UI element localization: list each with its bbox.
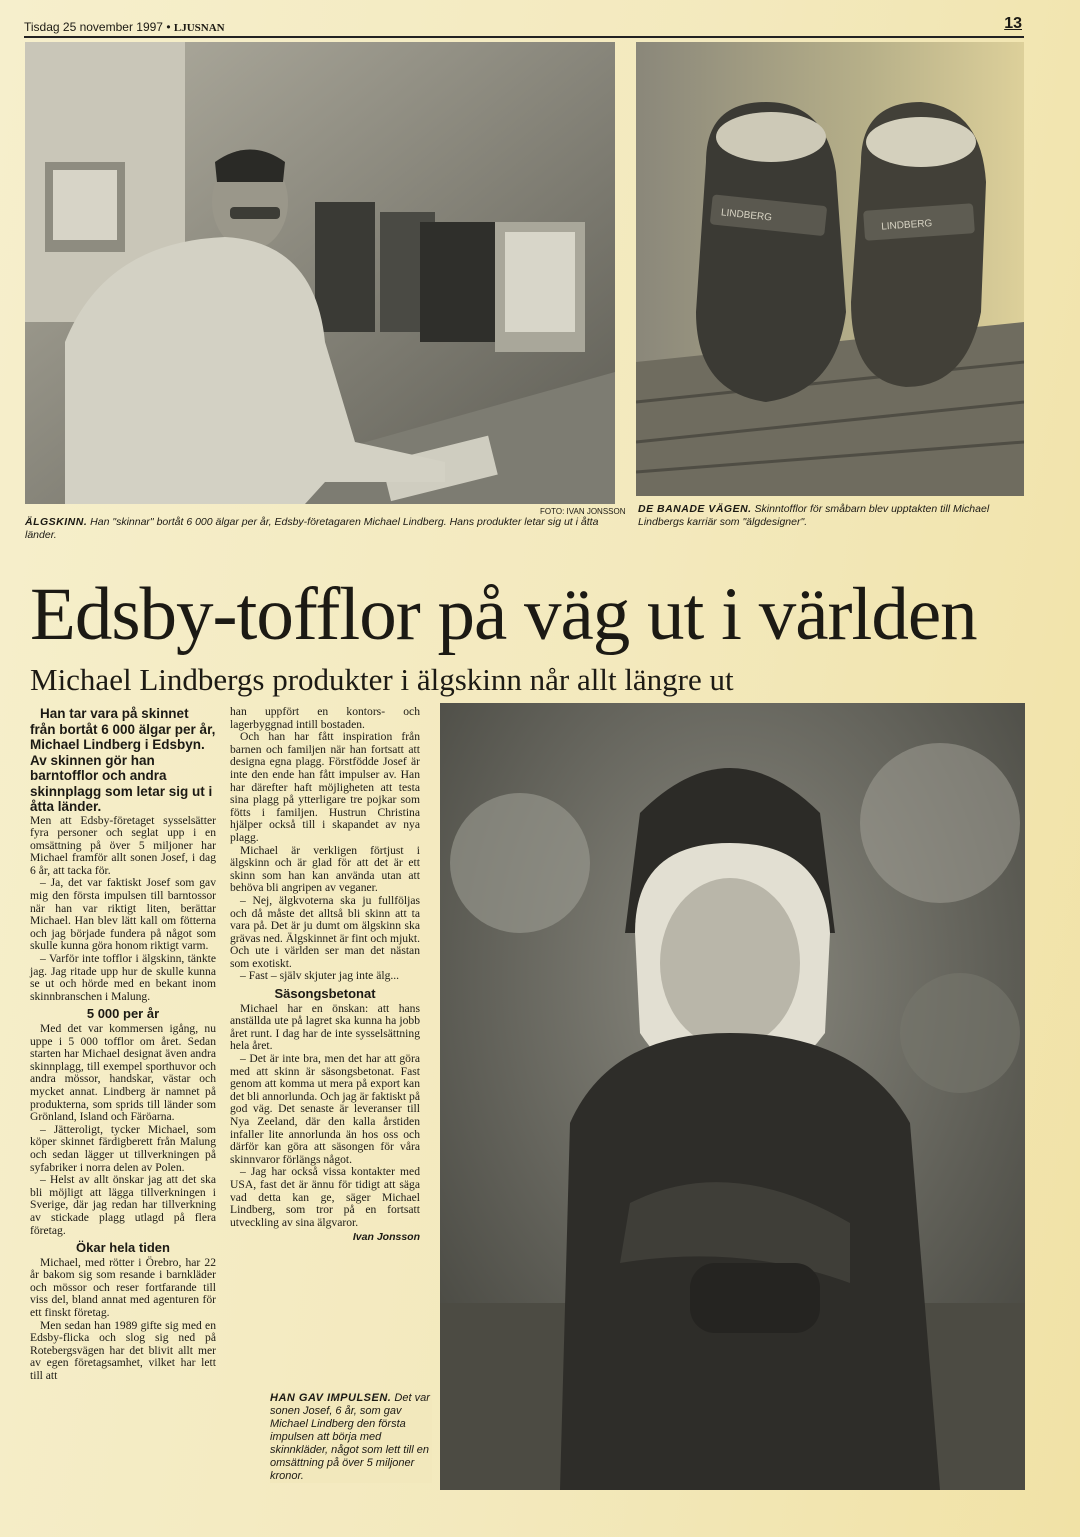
article-column-1 [30,706,216,1383]
caption-office-lead: ÄLGSKINN. [25,516,88,528]
body-paragraph: Men att Edsby-företaget sysselsätter fyra personer och seglat upp i en omsättning på över 5 miljoner har Michael framför allt sonen Josef, i dag 6 år, att tacka för. [30,813,216,877]
photo-credit: FOTO: IVAN JONSSON [540,507,626,516]
body-paragraph: Med det var kommersen igång, nu uppe i 5 000 tofflor om året. Sedan starten har Michael designat även andra skinnplagg, till exempel sporthuvor och andra mössor, handskar, västar och mycket annat. Lindberg är namnet på produkterna, som sprids till länder som Grönland, Island och Färöarna. [30,1022,216,1124]
subheading-okar: Ökar hela tiden [76,1240,170,1256]
caption-office-text: Han "skinnar" bortåt 6 000 älgar per år, Edsby-företagaren Michael Lindberg. Hans produkter letar sig ut i åtta länder. [25,516,599,541]
photo-office [25,42,615,504]
body-paragraph: – Helst av allt önskar jag att det ska bli möjligt att lägga tillverkningen i Sverige, där jag redan har tillverkning av stickade plagg utlagd på flera företag. [30,1173,216,1237]
article-ingress: Han tar vara på skinnet från bortåt 6 000 älgar per år, Michael Lindberg i Edsbyn. Av skinnen gör han barntofflor och andra skinnplagg som letar sig ut i åtta länder. [30,706,216,814]
caption-slippers [638,503,1026,529]
article-subheadline: Michael Lindbergs produkter i älgskinn når allt längre ut [30,662,734,697]
issue-date: Tisdag 25 november 1997 [24,20,163,34]
body-paragraph: – Jag har också vissa kontakter med USA, fast det är ännu för tidigt att säga vad detta kan ge, säger Michael Lindberg, som tror på en fortsatt utveckling av sina älgvaror. [230,1165,420,1229]
caption-slippers-text: Skinntofflor för småbarn blev upptakten till Michael Lindbergs karriär som "älgdesigner". [638,503,990,528]
body-paragraph: Michael är verkligen förtjust i älgskinn och är glad för att det är ett skinn som han kan använda utan att behöva bli angripen av veganer. [230,843,420,895]
body-paragraph: – Nej, älgkvoterna ska ju fullföljas och då måste det alltså bli skinn att ta vara på. Det är ju dumt om älgskinn ska grävas ned. Älgskinnet är fint och mjukt. Och ute i världen ser man det nästan som exotiskt. [230,893,420,970]
masthead-dateline [24,20,225,34]
body-paragraph: Michael, med rötter i Örebro, har 22 år bakom sig som resande i barnkläder och mössor och reser fortfarande till viss del, bland annat med agenturen för ett finskt företag. [30,1255,216,1320]
caption-boy [270,1392,432,1483]
photo-boy [440,703,1025,1490]
body-paragraph: han uppfört en kontors- och lagerbyggnad intill bostaden. [230,705,420,731]
article-column-2 [230,706,420,1244]
boy-photo-image [440,703,1025,1490]
page-number: 13 [1004,15,1022,32]
photo-slippers [636,42,1024,496]
body-paragraph: Michael har en önskan: att hans anställda ute på lagret ska kunna ha jobb året runt. I dag har de inte sysselsättning hela året. [230,1001,420,1053]
subheading-sasong: Säsongsbetonat [274,986,376,1002]
body-paragraph: – Fast – själv skjuter jag inte älg... [240,969,400,983]
body-paragraph: – Jätteroligt, tycker Michael, som köper skinnet färdigberett från Malung och sedan lägger ut tillverkningen på syfabriker i norra delen av Polen. [30,1122,216,1174]
body-paragraph: – Det är inte bra, men det har att göra med att skinn är säsongsbetonat. Fast genom att komma ut mera på export kan det bli annorlunda. Och jag är faktiskt på god väg. Det senaste är leveranser till Nya Zeeland, där den kalla årstiden infaller lite annorlunda än hos oss och därför kan göra att säsongen för våra skinnvaror förlängs något. [230,1052,420,1166]
caption-office [25,516,617,542]
caption-boy-text: Det var sonen Josef, 6 år, som gav Michael Lindberg den första impulsen att börja med skinnkläder, något som lett till en omsättning på över 5 miljoner kronor. [270,1392,430,1482]
caption-slippers-lead: DE BANADE VÄGEN. [638,503,752,515]
masthead [24,15,1024,38]
bullet-separator: • [166,20,171,34]
body-paragraph: Men sedan han 1989 gifte sig med en Edsby-flicka och slog sig ned på Rotebergsvägen har det blivit allt mer av egen företagsamhet, vilket har lett till att [30,1318,216,1383]
article-headline: Edsby-tofflor på väg ut i världen [30,573,977,656]
slipper-brand-label-right: LINDBERG [880,218,933,233]
office-photo-image [25,42,615,504]
publication-name: LJUSNAN [173,22,225,34]
body-paragraph: – Ja, det var faktiskt Josef som gav mig den första impulsen till barntossor när han var riktigt liten, berättar Michael. Han blev lätt kall om fötterna och jag började fundera på något som skulle kunna göra honom riktigt varm. [30,876,216,953]
byline: Ivan Jonsson [352,1231,420,1244]
slipper-brand-label-left: LINDBERG [720,207,773,224]
body-paragraph: – Varför inte tofflor i älgskinn, tänkte jag. Jag ritade upp hur de skulle kunna se ut och hörde med en bekant inom skinnbranschen i Malung. [30,952,216,1003]
slippers-photo-image [636,42,1024,496]
subheading-5000: 5 000 per år [86,1006,160,1022]
body-paragraph: Och han har fått inspiration från barnen och familjen när han fortsatt att designa egna plagg. Förstfödde Josef är inte den ende han fått impulser av. Han har därefter haft möjligheten att testa sina plagg på ytterligare tre pojkar som fötts i familjen. Hustrun Christina hjälper också till i skapandet av nya plagg. [230,730,420,844]
caption-boy-lead: HAN GAV IMPULSEN. [270,1392,392,1404]
